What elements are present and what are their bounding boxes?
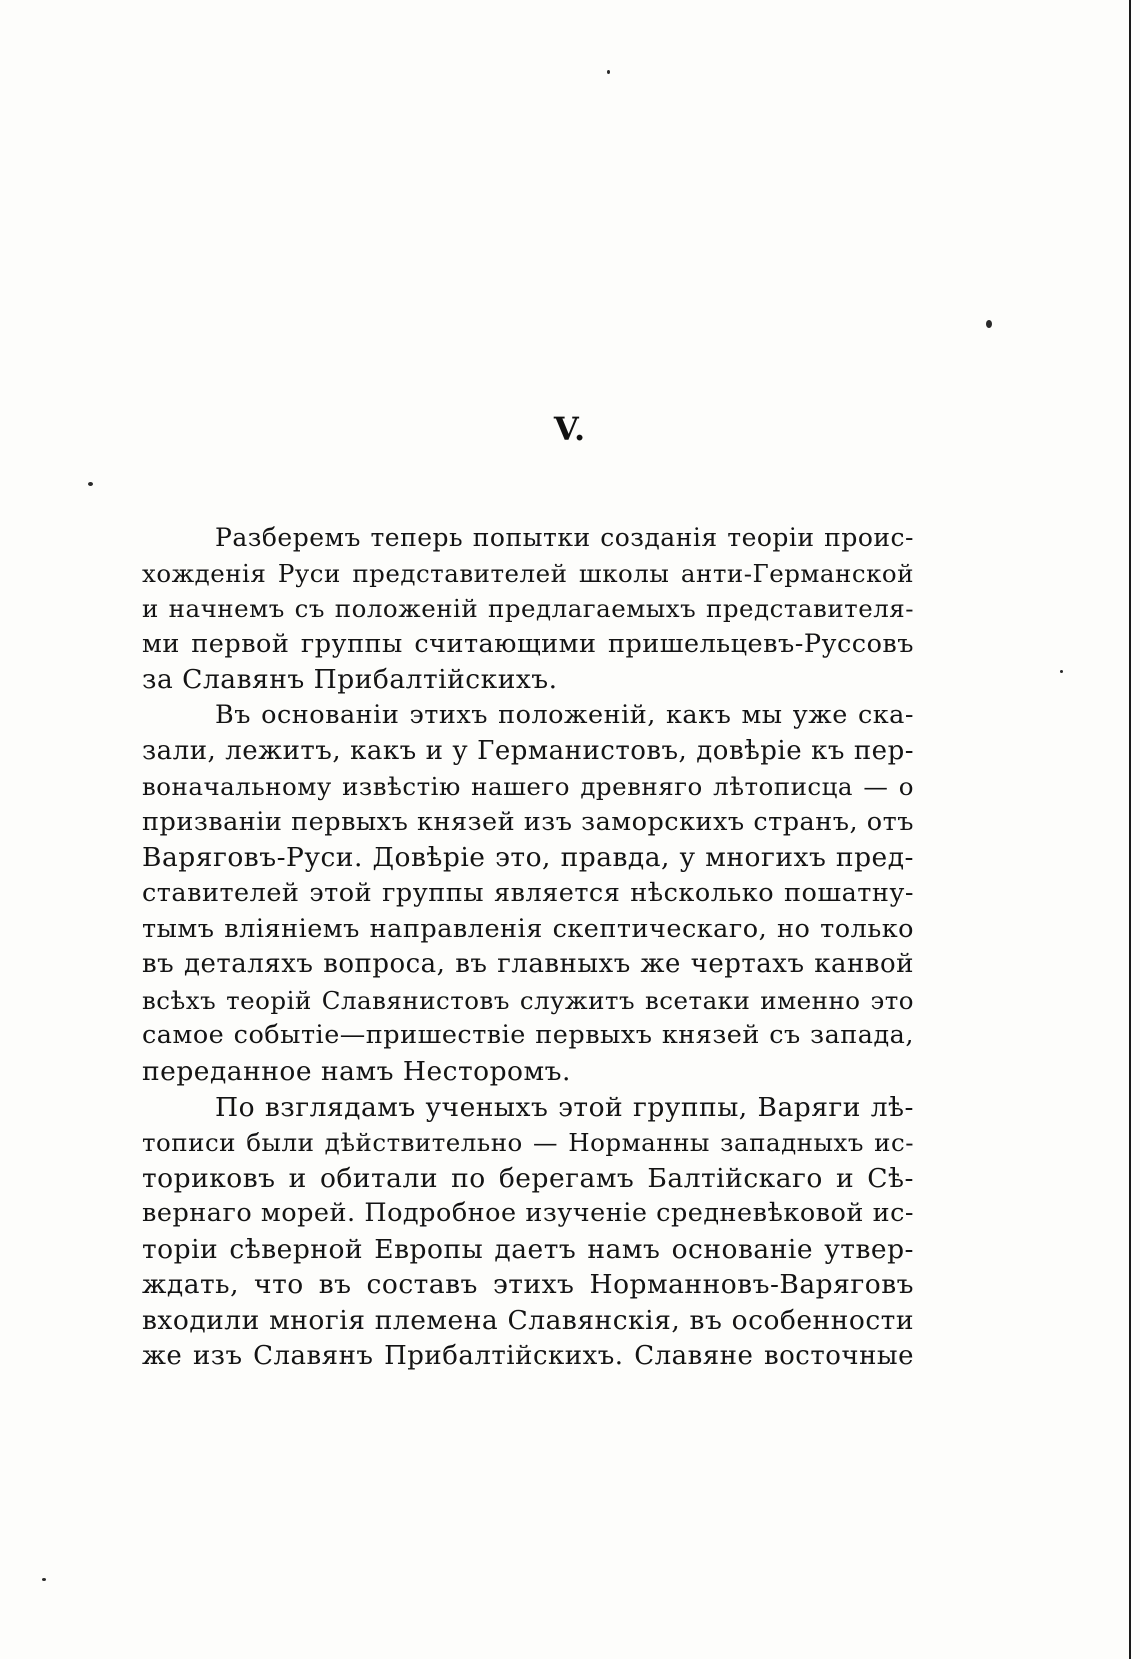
scan-speck bbox=[88, 482, 93, 486]
body-text bbox=[142, 520, 914, 1374]
scan-speck bbox=[607, 70, 610, 74]
text-line: вернаго морей. Подробное изученіе средневѣковой ис- bbox=[142, 1198, 914, 1229]
text-line: зали, лежитъ, какъ и у Германистовъ, довѣріе къ пер- bbox=[142, 735, 914, 766]
page-edge-rule bbox=[1129, 0, 1131, 1659]
text-line: По взглядамъ ученыхъ этой группы, Варяги лѣ- bbox=[215, 1091, 914, 1123]
text-line: воначальному извѣстію нашего древняго лѣтописца — о bbox=[142, 772, 914, 802]
text-line: ми первой группы считающими пришельцевъ-Руссовъ bbox=[142, 628, 914, 659]
text-line: и начнемъ съ положеній предлагаемыхъ представителя- bbox=[142, 594, 914, 624]
scan-speck bbox=[986, 320, 992, 328]
scan-speck bbox=[42, 1578, 46, 1581]
text-line: призваніи первыхъ князей изъ заморскихъ странъ, отъ bbox=[142, 806, 914, 837]
chapter-number: V. bbox=[553, 410, 587, 448]
text-line: тымъ вліяніемъ направленія скептическаго, но только bbox=[142, 913, 914, 944]
text-line: за Славянъ Прибалтійскихъ. bbox=[142, 664, 558, 696]
text-line: переданное намъ Несторомъ. bbox=[142, 1055, 571, 1087]
text-line: Варяговъ-Руси. Довѣріе это, правда, у многихъ пред- bbox=[142, 842, 914, 874]
text-line: всѣхъ теорій Славянистовъ служитъ всетаки именно это bbox=[142, 985, 914, 1015]
text-line: тописи были дѣйствительно — Норманны западныхъ ис- bbox=[142, 1128, 914, 1158]
text-line: въ деталяхъ вопроса, въ главныхъ же чертахъ канвой bbox=[142, 949, 914, 980]
text-line: ториковъ и обитали по берегамъ Балтійскаго и Сѣ- bbox=[142, 1162, 914, 1194]
text-line: хожденія Руси представителей школы анти-Германской bbox=[142, 558, 914, 588]
text-line: ждать, что въ составъ этихъ Норманновъ-Варяговъ bbox=[142, 1269, 914, 1301]
text-line: входили многія племена Славянскія, въ особенности bbox=[142, 1305, 914, 1337]
text-line: же изъ Славянъ Прибалтійскихъ. Славяне восточные bbox=[142, 1340, 914, 1371]
text-line: Въ основаніи этихъ положеній, какъ мы уже ска- bbox=[215, 699, 914, 730]
text-line: ставителей этой группы является нѣсколько пошатну- bbox=[142, 877, 914, 908]
text-line: самое событіе—пришествіе первыхъ князей съ запада, bbox=[142, 1020, 914, 1051]
scan-speck bbox=[1060, 670, 1063, 673]
text-line: торіи сѣверной Европы даетъ намъ основаніе утвер- bbox=[142, 1233, 914, 1265]
text-line: Разберемъ теперь попытки созданія теоріи проис- bbox=[215, 523, 914, 552]
